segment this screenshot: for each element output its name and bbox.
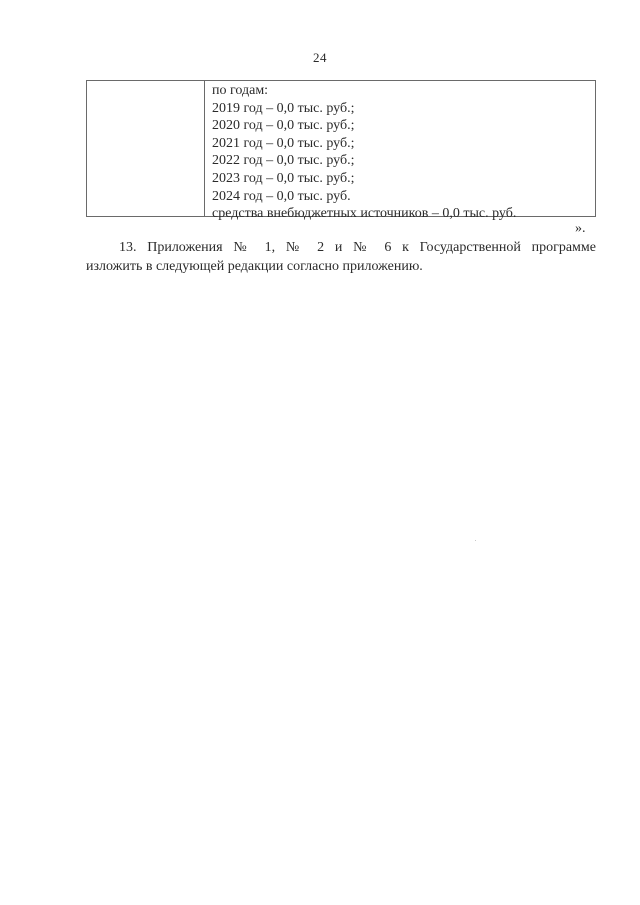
funding-table [86,80,596,222]
funding-line-2023: 2023 год – 0,0 тыс. руб.; [212,170,355,186]
funding-line-2022: 2022 год – 0,0 тыс. руб.; [212,153,355,169]
funding-line-2019: 2019 год – 0,0 тыс. руб.; [212,100,355,116]
table-left-cell [87,81,204,216]
funding-line-2024: 2024 год – 0,0 тыс. руб. [212,188,351,204]
page-number: 24 [313,50,327,65]
paragraph-line-2: изложить в следующей редакции согласно приложению. [86,259,423,274]
paragraph-line-1: 13. Приложения № 1, № 2 и № 6 к Государственной программе [119,240,596,255]
funding-line-extrabudgetary: средства внебюджетных источников – 0,0 тыс. руб. [212,206,517,222]
table-right-cell [212,82,592,223]
table-column-divider [204,81,205,216]
funding-line-2021: 2021 год – 0,0 тыс. руб.; [212,135,355,151]
funding-line-by-years: по годам: [212,83,269,98]
funding-line-2020: 2020 год – 0,0 тыс. руб.; [212,118,355,134]
paragraph-item-13 [86,238,596,276]
closing-quote: ». [575,221,586,236]
scan-speck [475,540,476,541]
